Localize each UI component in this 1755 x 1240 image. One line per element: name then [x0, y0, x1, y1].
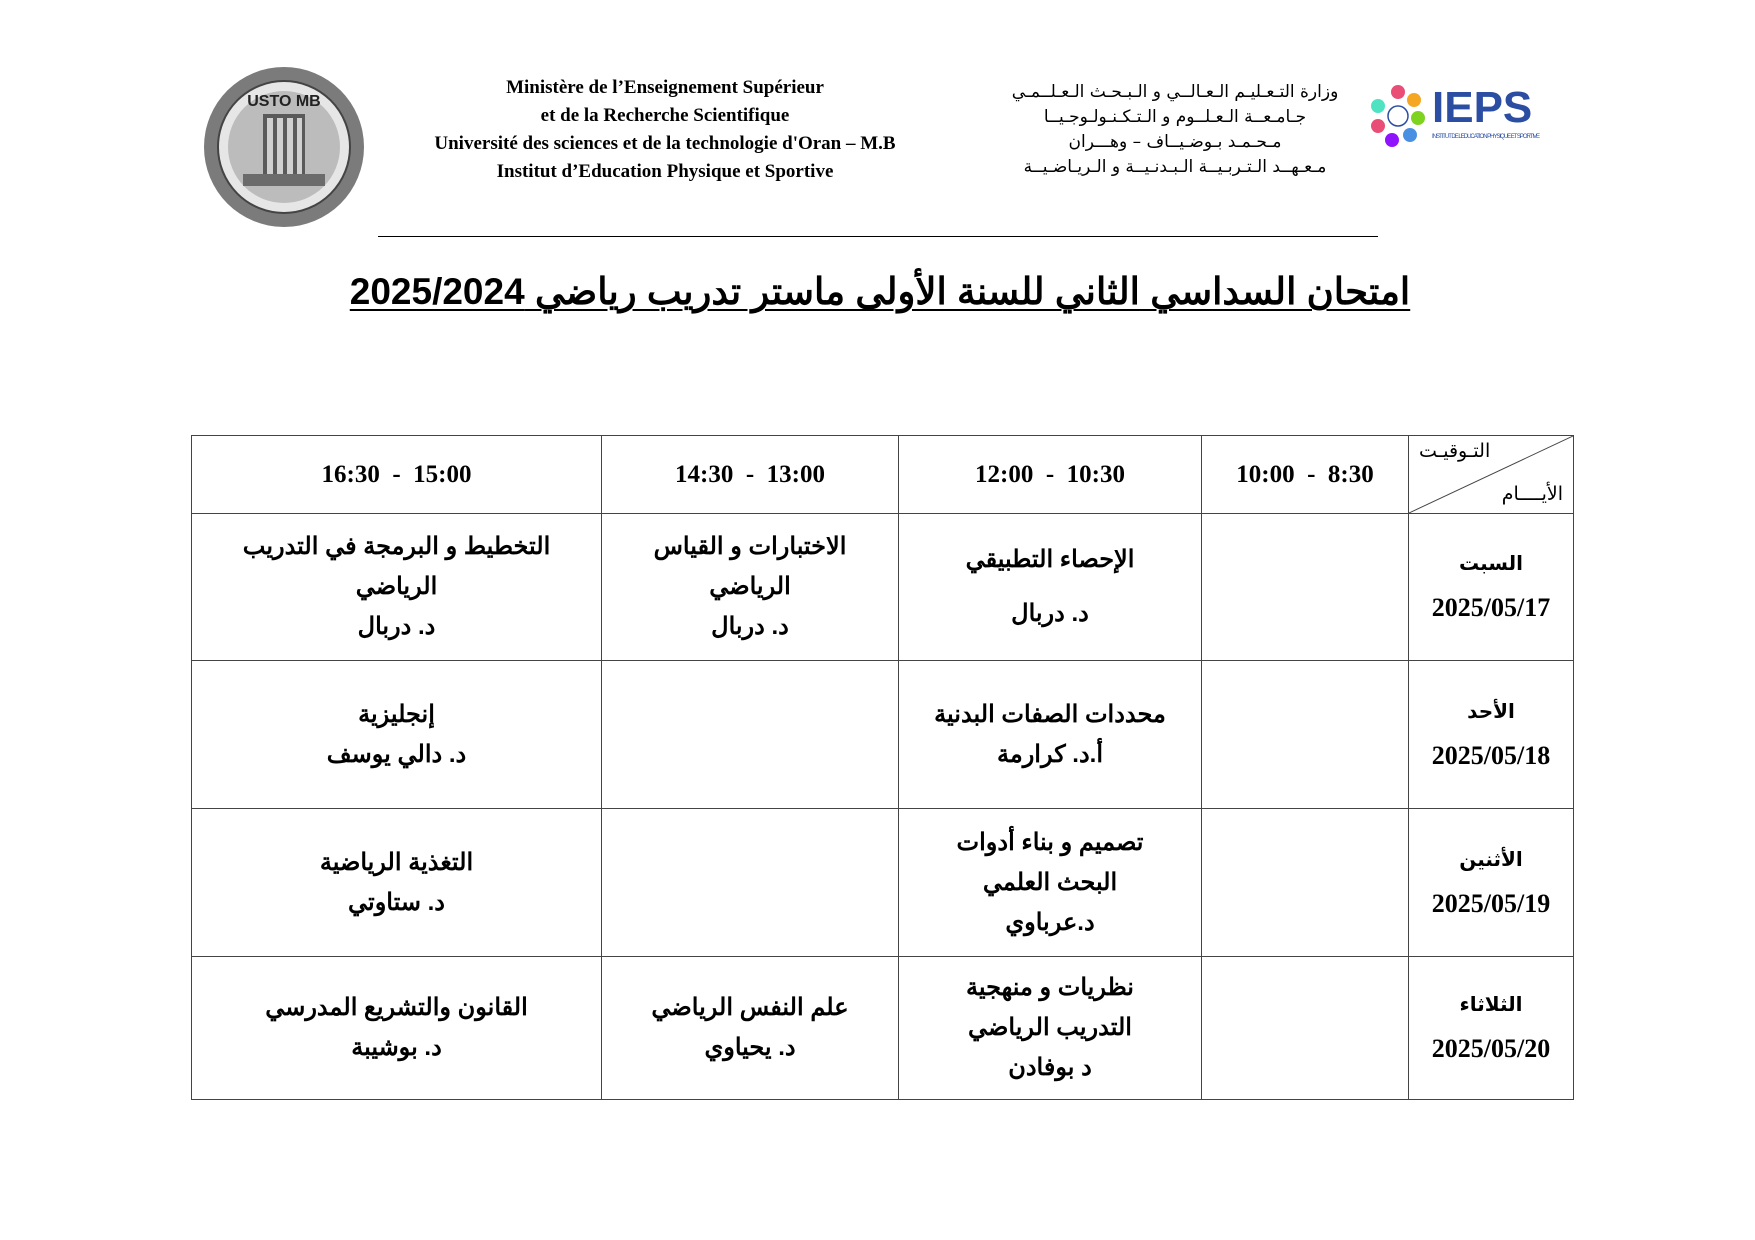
corner-days-label: الأيــــام [1501, 483, 1563, 505]
ieps-logo-subtext: INSTITUT DE L'EDUCATION PHYSIQUE ET SPORTIVE [1432, 134, 1540, 140]
header-arabic [985, 80, 1365, 180]
exam-cell [1202, 809, 1409, 957]
teacher-name: د. بوشيبة [351, 1034, 442, 1061]
day-name: الثلاثاء [1459, 992, 1523, 1016]
day-name: الأثنين [1459, 846, 1523, 871]
time-slot-4 [192, 436, 602, 514]
teacher-name: د. دربال [357, 613, 436, 640]
exam-cell [602, 957, 899, 1100]
header-fr-line-4: Institut d’Education Physique et Sportive [496, 161, 834, 182]
header-ar-line-3: مـحـمـد بـوضـيــاف – وهـــران [1068, 132, 1282, 152]
header-french [380, 74, 950, 186]
day-date: 2025/05/20 [1431, 1034, 1551, 1063]
table-header-row [192, 436, 1574, 514]
teacher-name: د. ستاوتي [348, 888, 445, 916]
header-fr-line-1: Ministère de l’Enseignement Supérieur [506, 77, 824, 98]
course-name: محددات الصفات البدنية [934, 700, 1166, 728]
exam-cell [192, 809, 602, 957]
exam-cell [899, 661, 1202, 809]
exam-cell [602, 661, 899, 809]
day-name: السبت [1458, 551, 1524, 575]
exam-cell [899, 514, 1202, 661]
usto-mb-logo-text: USTO MB [247, 93, 321, 110]
corner-time-label: التـوقيـت [1419, 440, 1491, 462]
header-ar-line-1: وزارة التـعـليـم الـعـالــي و الـبـحـث الـعـلــمـي [1011, 82, 1339, 102]
teacher-name: د. دربال [1011, 600, 1089, 627]
ieps-flower-icon [1371, 85, 1425, 147]
exam-cell [192, 661, 602, 809]
ieps-logo-text: IEPS [1432, 83, 1533, 132]
exam-cell [602, 809, 899, 957]
course-name: علم النفس الرياضي [651, 994, 849, 1021]
exam-cell [192, 957, 602, 1100]
table-row [192, 957, 1574, 1100]
page-title [340, 268, 1420, 316]
time-slot-text: 13:00 - 14:30 [675, 460, 825, 488]
table-row [192, 661, 1574, 809]
course-name: نظريات و منهجية التدريب الرياضي [966, 974, 1134, 1041]
exam-cell [1202, 661, 1409, 809]
exam-cell [899, 809, 1202, 957]
day-cell [1409, 957, 1574, 1100]
course-name: القانون والتشريع المدرسي [265, 994, 528, 1021]
table-row [192, 809, 1574, 957]
header-divider [378, 236, 1378, 237]
time-slot-1 [1202, 436, 1409, 514]
exam-cell [1202, 514, 1409, 661]
day-name: الأحد [1467, 698, 1515, 723]
header-fr-line-3: Université des sciences et de la technologie d'Oran – M.B [434, 133, 896, 154]
usto-mb-logo [203, 66, 365, 228]
exam-cell [1202, 957, 1409, 1100]
teacher-name: د. يحياوي [704, 1034, 796, 1061]
course-name: تصميم و بناء أدوات البحث العلمي [956, 828, 1144, 896]
teacher-name: د بوفادن [1008, 1054, 1092, 1081]
teacher-name: د.عرباوي [1005, 908, 1095, 936]
time-slot-text: 15:00 - 16:30 [321, 460, 472, 488]
day-cell [1409, 514, 1574, 661]
exam-cell [602, 514, 899, 661]
time-slot-2 [899, 436, 1202, 514]
teacher-name: د. دالي يوسف [326, 740, 467, 768]
exam-schedule-table [191, 435, 1574, 1100]
day-date: 2025/05/18 [1431, 740, 1551, 770]
teacher-name: أ.د. كرارمة [996, 740, 1103, 768]
header-fr-line-2: et de la Recherche Scientifique [540, 105, 790, 126]
corner-cell [1409, 436, 1574, 514]
time-slot-text: 10:30 - 12:00 [975, 460, 1125, 488]
header-ar-line-4: مـعـهــد الـتـربـيــة الـبـدنـيــة و الـريـاضـيــة [1023, 157, 1327, 177]
day-cell [1409, 661, 1574, 809]
table-row [192, 514, 1574, 661]
course-name: الاختبارات و القياس الرياضي [653, 533, 847, 600]
ieps-logo [1368, 78, 1546, 160]
exam-cell [192, 514, 602, 661]
day-date: 2025/05/19 [1431, 888, 1551, 918]
teacher-name: د. دربال [711, 613, 789, 640]
course-name: التغذية الرياضية [319, 848, 474, 876]
exam-cell [899, 957, 1202, 1100]
course-name: التخطيط و البرمجة في التدريب الرياضي [242, 533, 551, 600]
time-slot-3 [602, 436, 899, 514]
day-date: 2025/05/17 [1431, 593, 1551, 622]
time-slot-text: 8:30 - 10:00 [1236, 460, 1374, 488]
day-cell [1409, 809, 1574, 957]
course-name: إنجليزية [358, 700, 435, 728]
page-title-text: امتحان السداسي الثاني للسنة الأولى ماستر تدريب رياضي 2025/2024 [349, 271, 1411, 312]
header-ar-line-2: جـامـعــة الـعـلــوم و الـتـكـنـولـوجـيــا [1043, 107, 1307, 127]
course-name: الإحصاء التطبيقي [965, 546, 1135, 573]
